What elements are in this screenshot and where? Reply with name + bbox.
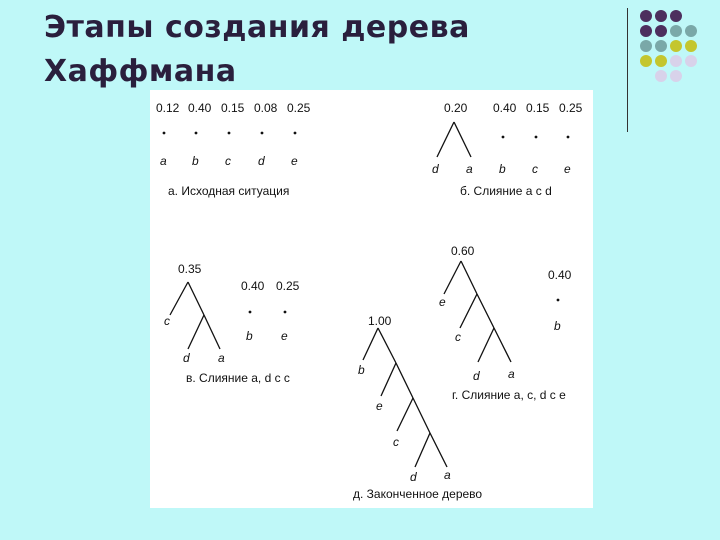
edge-to-d [478, 328, 494, 362]
decorative-dot [670, 40, 682, 52]
weight-b: 0.40 [241, 279, 265, 293]
panel-b [432, 101, 583, 198]
decorative-dot [640, 40, 652, 52]
leaf-b: b [358, 363, 365, 377]
leaf-e: e [376, 399, 383, 413]
letter-e: e [291, 154, 298, 168]
caption-d: д. Законченное дерево [353, 487, 483, 501]
node-e [284, 311, 287, 314]
decorative-dot [640, 55, 652, 67]
node-b [502, 136, 505, 139]
node-d [261, 132, 264, 135]
edge-to-node [188, 282, 204, 315]
leaf-a: a [508, 367, 515, 381]
weight-e: 0.25 [276, 279, 300, 293]
edge-right [454, 122, 471, 157]
edge-to-c [170, 282, 188, 315]
edge-to-a [494, 328, 511, 362]
decorative-dot [655, 55, 667, 67]
decorative-dot [655, 10, 667, 22]
merged-weight: 0.60 [451, 244, 475, 258]
letter-c: c [532, 162, 538, 176]
node-c [228, 132, 231, 135]
weight-b: 0.40 [548, 268, 572, 282]
panel-g [439, 244, 572, 402]
panel-a [156, 101, 311, 198]
title-line-1: Этапы создания дерева [44, 10, 470, 45]
weight-c: 0.15 [526, 101, 550, 115]
edge-to-c [397, 398, 413, 431]
leaf-d: d [473, 369, 480, 383]
edge-to-a [430, 433, 447, 467]
leaf-a: a [466, 162, 473, 176]
node-b [195, 132, 198, 135]
edge-to-e [381, 363, 396, 396]
decorative-dot [655, 25, 667, 37]
edge-to-e [444, 261, 461, 294]
node-e [567, 136, 570, 139]
panel-d [353, 314, 482, 501]
node-a [163, 132, 166, 135]
edge-to-d [415, 433, 430, 467]
weight-a: 0.12 [156, 101, 180, 115]
edge-left [437, 122, 454, 157]
leaf-e: e [439, 295, 446, 309]
decorative-dot [655, 40, 667, 52]
letter-b: b [192, 154, 199, 168]
edge-to-node1 [378, 328, 396, 363]
edge-to-node1 [461, 261, 477, 294]
letter-b: b [246, 329, 253, 343]
weight-d: 0.08 [254, 101, 278, 115]
leaf-d: d [432, 162, 439, 176]
weight-b: 0.40 [493, 101, 517, 115]
letter-e: e [281, 329, 288, 343]
decorative-dot [685, 55, 697, 67]
letter-d: d [258, 154, 265, 168]
decorative-dot [685, 40, 697, 52]
leaf-c: c [455, 330, 461, 344]
caption-b: б. Слияние a с d [460, 184, 552, 198]
weight-e: 0.25 [559, 101, 583, 115]
merged-weight: 0.35 [178, 262, 202, 276]
decorative-dot [640, 25, 652, 37]
edge-to-a [204, 315, 220, 349]
huffman-figure [150, 90, 593, 508]
letter-a: a [160, 154, 167, 168]
decorative-dot [670, 70, 682, 82]
letter-c: c [225, 154, 231, 168]
node-c [535, 136, 538, 139]
leaf-d: d [183, 351, 190, 365]
letter-b: b [554, 319, 561, 333]
root-weight: 1.00 [368, 314, 392, 328]
letter-b: b [499, 162, 506, 176]
edge-to-node2 [477, 294, 494, 328]
edge-to-b [363, 328, 378, 360]
edge-to-c [460, 294, 477, 328]
decorative-dot [685, 25, 697, 37]
letter-e: e [564, 162, 571, 176]
decorative-dot [670, 25, 682, 37]
title-line-2: Хаффмана [44, 54, 237, 89]
decorative-dot [670, 55, 682, 67]
caption-a: а. Исходная ситуация [168, 184, 290, 198]
leaf-c: c [164, 314, 170, 328]
leaf-a: a [444, 468, 451, 482]
decorative-dot [655, 70, 667, 82]
decorative-dot [640, 10, 652, 22]
node-e [294, 132, 297, 135]
leaf-c: c [393, 435, 399, 449]
edge-to-node3 [413, 398, 430, 433]
leaf-d: d [410, 470, 417, 484]
weight-b: 0.40 [188, 101, 212, 115]
node-b [557, 299, 560, 302]
caption-v: в. Слияние a, d с c [186, 371, 290, 385]
decorative-dot [670, 10, 682, 22]
caption-g: г. Слияние a, c, d с e [452, 388, 566, 402]
edge-to-node2 [396, 363, 413, 398]
weight-c: 0.15 [221, 101, 245, 115]
node-b [249, 311, 252, 314]
edge-to-d [188, 315, 204, 349]
panel-v [164, 262, 300, 385]
leaf-a: a [218, 351, 225, 365]
merged-weight: 0.20 [444, 101, 468, 115]
huffman-diagram [150, 90, 593, 508]
weight-e: 0.25 [287, 101, 311, 115]
vertical-divider [627, 8, 628, 132]
slide-title [44, 6, 604, 94]
